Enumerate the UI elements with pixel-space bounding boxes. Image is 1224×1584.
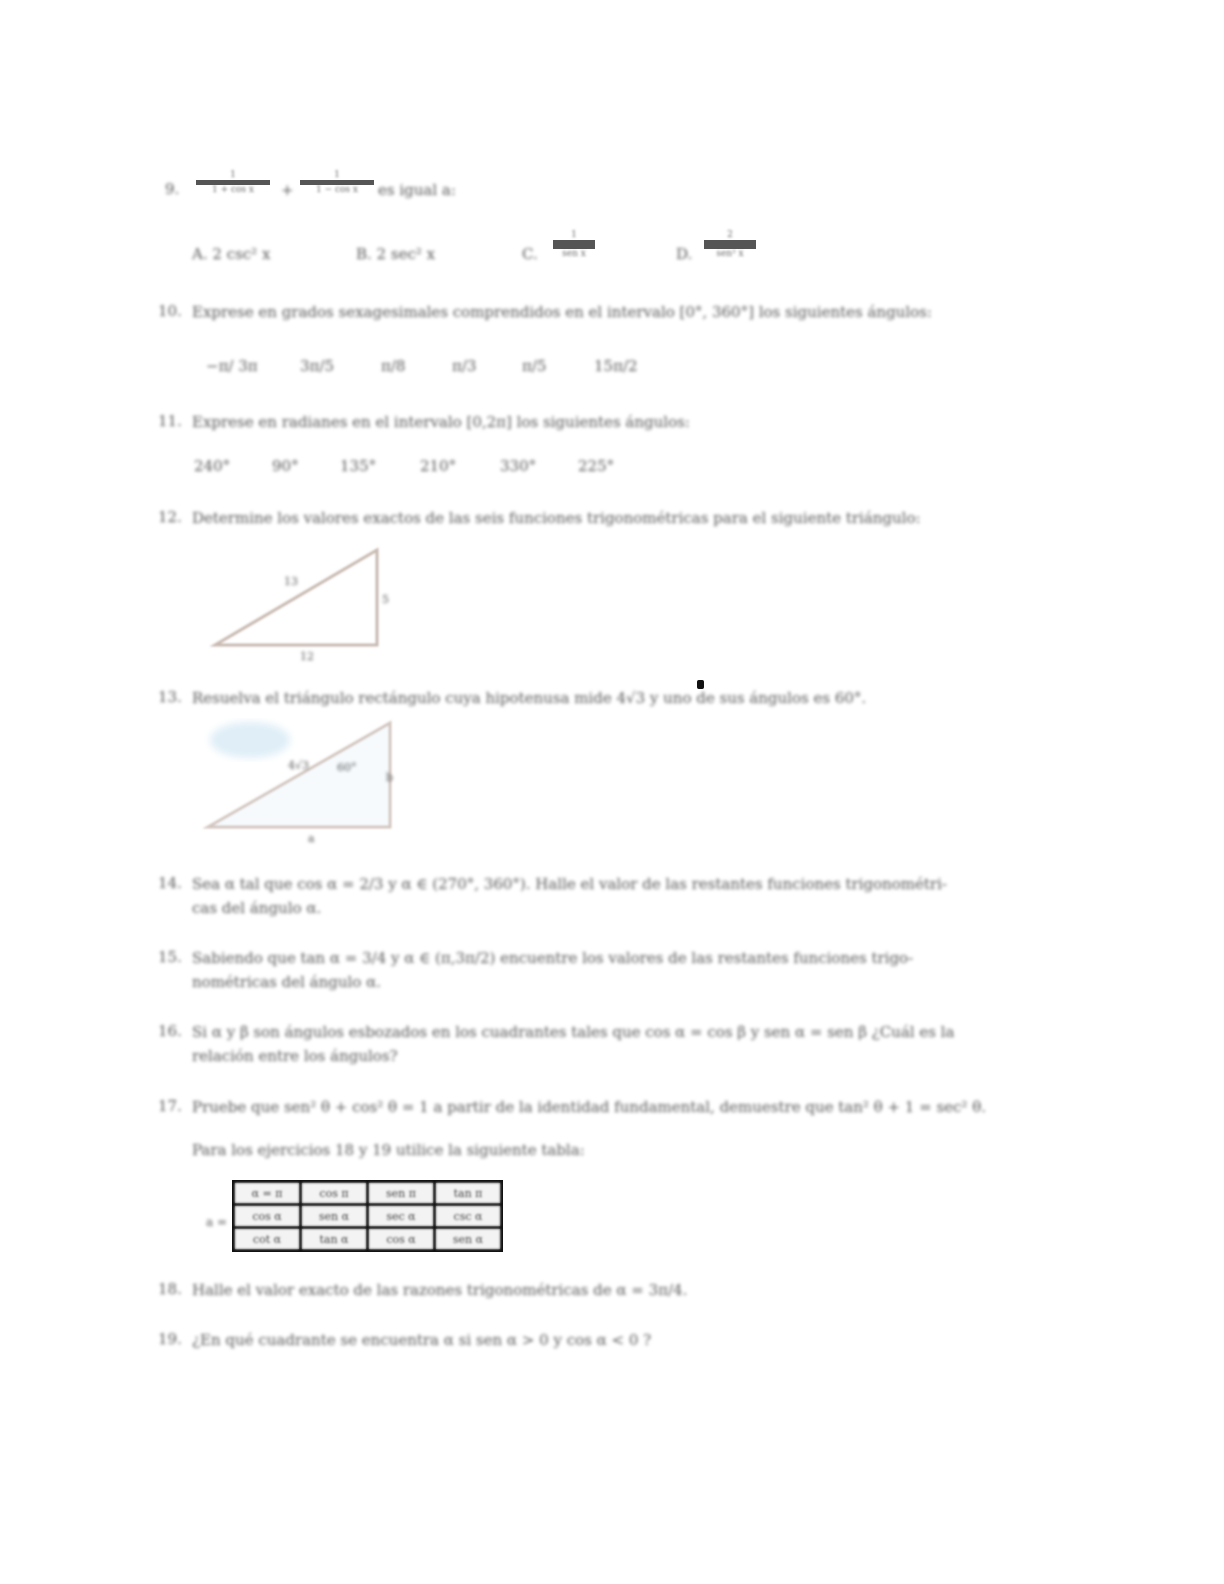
problem-9-fraction-1 — [196, 170, 270, 195]
problem-10-item: π/5 — [522, 357, 547, 375]
fraction-denominator: 1 − cos x — [315, 185, 358, 195]
fraction-denominator: 1 + cos x — [211, 185, 254, 195]
problem-14-text-cont: cas del ángulo α. — [192, 899, 322, 917]
problem-12-triangle — [205, 540, 405, 660]
problem-10-item: 15π/2 — [594, 357, 638, 375]
triangle-base-label: 12 — [300, 650, 314, 663]
problem-16-number: 16. — [158, 1022, 182, 1040]
fraction-bar — [553, 240, 595, 249]
table-cell: csc α — [435, 1205, 502, 1228]
problem-11-text: Exprese en radianes en el intervalo [0,2π] los siguientes ángulos: — [192, 413, 690, 431]
table-row — [234, 1182, 502, 1205]
problem-11-item: 330° — [500, 457, 537, 475]
triangle-side-label: 5 — [382, 593, 389, 606]
problem-10-number: 10. — [158, 302, 182, 320]
triangle-hypotenuse-label: 13 — [284, 575, 298, 588]
table-cell: cot α — [234, 1228, 301, 1251]
fraction-denominator: sen² x — [716, 249, 744, 259]
table-cell: sen α — [301, 1205, 368, 1228]
table-cell: sen π — [368, 1182, 435, 1205]
problem-14-number: 14. — [158, 874, 182, 892]
problem-9-option-d: D. — [676, 245, 693, 263]
table-label: a = — [206, 1215, 228, 1229]
problem-10-item: −π/ 3π — [206, 357, 258, 375]
triangle-base-label: a — [308, 832, 315, 845]
radical-mark — [697, 680, 704, 689]
problem-12-number: 12. — [158, 508, 182, 526]
problem-9-operator: + — [281, 181, 294, 199]
table-row — [234, 1228, 502, 1251]
problem-17-number: 17. — [158, 1097, 182, 1115]
problem-15-number: 15. — [158, 948, 182, 966]
problem-18-number: 18. — [158, 1280, 182, 1298]
problem-16-text-cont: relación entre los ángulos? — [192, 1047, 398, 1065]
problem-9-number: 9. — [165, 180, 180, 198]
table-row — [234, 1205, 502, 1228]
table-cell: sen α — [435, 1228, 502, 1251]
problem-9-fraction-2 — [300, 170, 374, 195]
problem-18-text: Halle el valor exacto de las razones trigonométricas de α = 3π/4. — [192, 1281, 688, 1299]
fraction-numerator: 1 — [230, 170, 236, 180]
problem-15-text-cont: nométricas del ángulo α. — [192, 973, 382, 991]
triangle-side-label: b — [386, 771, 394, 784]
problem-19-text: ¿En qué cuadrante se encuentra α si sen α > 0 y cos α < 0 ? — [192, 1331, 652, 1349]
problem-12-text: Determine los valores exactos de las seis funciones trigonométricas para el siguiente triángulo: — [192, 509, 921, 527]
problem-10-item: π/3 — [452, 357, 477, 375]
problem-9-option-c-fraction — [553, 230, 595, 259]
problem-11-item: 240° — [194, 457, 231, 475]
table-cell: cos α — [234, 1205, 301, 1228]
problem-11-item: 210° — [420, 457, 457, 475]
table-cell: tan α — [301, 1228, 368, 1251]
table-cell: tan π — [435, 1182, 502, 1205]
problem-13-text: Resuelva el triángulo rectángulo cuya hipotenusa mide 4√3 y uno de sus ángulos es 60°. — [192, 689, 867, 707]
table-cell: cos π — [301, 1182, 368, 1205]
problem-13-number: 13. — [158, 688, 182, 706]
problem-9-option-a: A. 2 csc² x — [192, 245, 271, 263]
problem-11-item: 90° — [272, 457, 299, 475]
problem-17-text: Pruebe que sen² θ + cos² θ = 1 a partir de la identidad fundamental, demuestre que tan² θ + 1 = sec² θ. — [192, 1098, 987, 1116]
table-cell: sec α — [368, 1205, 435, 1228]
table-cell: α = π — [234, 1182, 301, 1205]
fraction-numerator: 1 — [334, 170, 340, 180]
fraction-numerator: 1 — [571, 230, 577, 240]
problem-11-number: 11. — [158, 412, 182, 430]
problem-9-tail: es igual a: — [378, 181, 456, 199]
problem-9-option-d-fraction — [704, 230, 756, 259]
problem-17-instructions: Para los ejercicios 18 y 19 utilice la siguiente tabla: — [192, 1141, 585, 1159]
problem-9-option-b: B. 2 sec² x — [356, 245, 436, 263]
triangle-angle-label: 60° — [337, 761, 357, 774]
triangle-hypotenuse-label: 4√3 — [288, 759, 310, 772]
problem-11-item: 135° — [340, 457, 377, 475]
problem-19-number: 19. — [158, 1330, 182, 1348]
problem-16-text: Si α y β son ángulos esbozados en los cuadrantes tales que cos α = cos β y sen α = sen β ¿Cuál es la — [192, 1023, 955, 1041]
fraction-numerator: 2 — [727, 230, 733, 240]
trig-table — [232, 1180, 503, 1252]
problem-10-text: Exprese en grados sexagesimales comprendidos en el intervalo [0°, 360°] los siguientes ángulos: — [192, 303, 932, 321]
problem-10-item: 3π/5 — [300, 357, 334, 375]
problem-15-text: Sabiendo que tan α = 3/4 y α ∈ (π,3π/2) encuentre los valores de las restantes funciones trigo- — [192, 949, 914, 967]
table-cell: cos α — [368, 1228, 435, 1251]
problem-11-item: 225° — [578, 457, 615, 475]
problem-14-text: Sea α tal que cos α = 2/3 y α ∈ (270°, 360°). Halle el valor de las restantes funciones trigonométri- — [192, 875, 947, 893]
fraction-denominator: sen x — [562, 249, 586, 259]
problem-9-option-c: C. — [522, 245, 538, 263]
problem-10-item: π/8 — [381, 357, 406, 375]
fraction-bar — [704, 240, 756, 249]
